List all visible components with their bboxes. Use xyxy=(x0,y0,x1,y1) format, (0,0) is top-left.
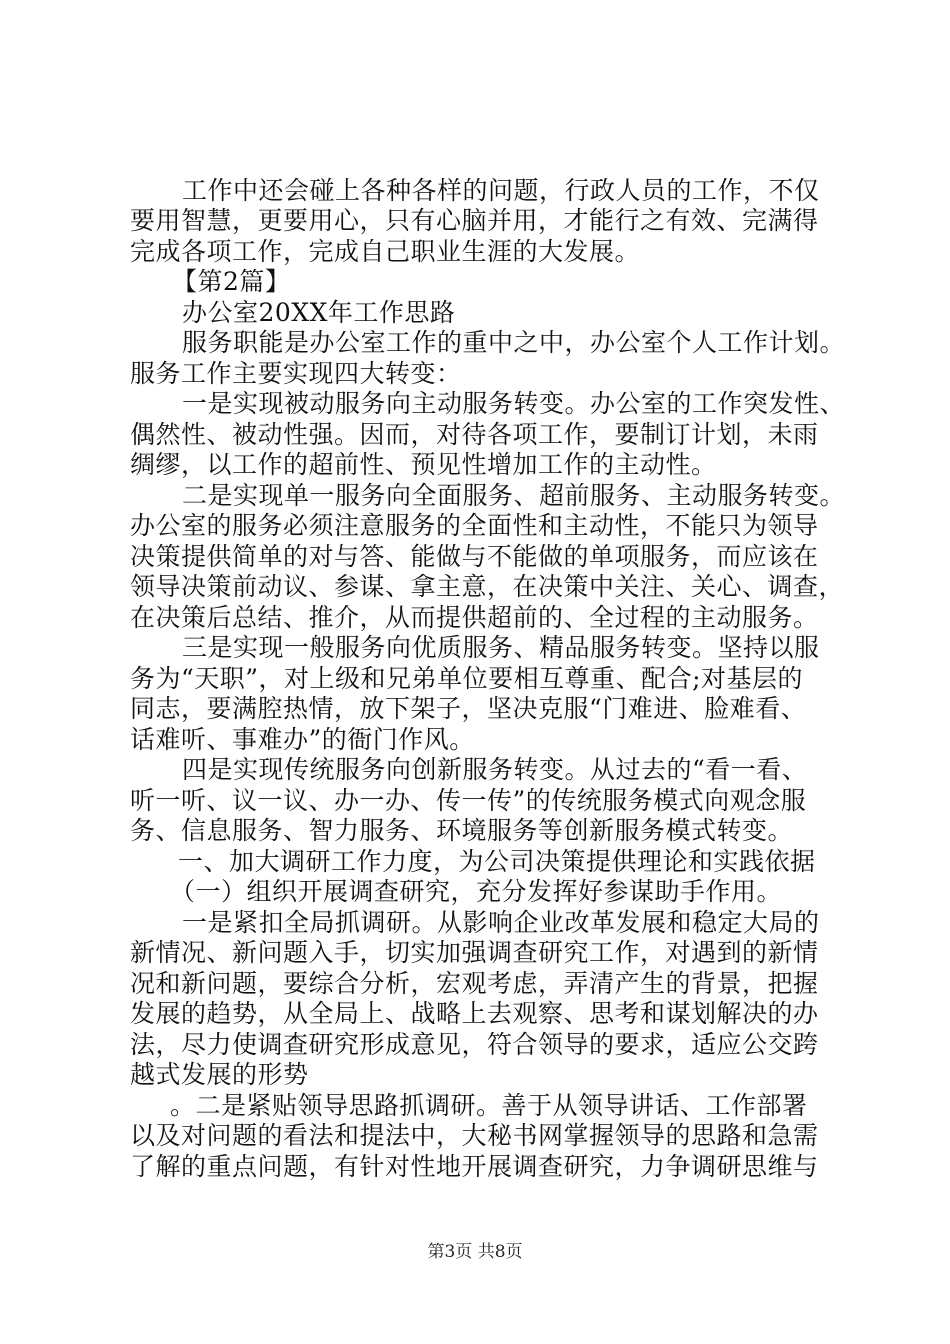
section-title: 办公室20XX年工作思路 xyxy=(182,298,456,327)
subheading: （一）组织开展调查研究，充分发挥好参谋助手作用。 xyxy=(170,877,783,906)
text-line: 一是实现被动服务向主动服务转变。办公室的工作突发性、 xyxy=(182,389,846,418)
text-line: 绸缪，以工作的超前性、预见性增加工作的主动性。 xyxy=(130,450,717,479)
text-line: 以及对问题的看法和提法中，大秘书网掌握领导的思路和急需 xyxy=(130,1121,819,1150)
text-line: 服务职能是办公室工作的重中之中，办公室个人工作计划。 xyxy=(182,328,846,357)
subheading: 一、加大调研工作力度，为公司决策提供理论和实践依据 xyxy=(178,847,816,876)
section-heading: 【第2篇】 xyxy=(172,267,291,296)
text-line: 越式发展的形势 xyxy=(130,1060,309,1089)
text-line: 新情况、新问题入手，切实加强调查研究工作，对遇到的新情 xyxy=(130,938,819,967)
text-line: 务为“天职”，对上级和兄弟单位要相互尊重、配合;对基层的 xyxy=(130,664,803,693)
text-line: 要用智慧，更要用心，只有心脑并用，才能行之有效、完满得 xyxy=(130,206,819,235)
text-line: 听一听、议一议、办一办、传一传”的传统服务模式向观念服 xyxy=(130,786,807,815)
text-line: 三是实现一般服务向优质服务、精品服务转变。坚持以服 xyxy=(182,633,820,662)
text-line: 务、信息服务、智力服务、环境服务等创新服务模式转变。 xyxy=(130,816,794,845)
text-line: 办公室的服务必须注意服务的全面性和主动性，不能只为领导 xyxy=(130,511,819,540)
text-line: 决策提供简单的对与答、能做与不能做的单项服务，而应该在 xyxy=(130,542,819,571)
page-footer: 第3页 共8页 xyxy=(427,1242,523,1262)
text-line: 法，尽力使调查研究形成意见，符合领导的要求，适应公交跨 xyxy=(130,1030,819,1059)
text-line: 发展的趋势，从全局上、战略上去观察、思考和谋划解决的办 xyxy=(130,999,819,1028)
text-line: 服务工作主要实现四大转变： xyxy=(130,359,462,388)
text-line: 同志，要满腔热情，放下架子，坚决克服“门难进、脸难看、 xyxy=(130,694,807,723)
text-line: 况和新问题，要综合分析，宏观考虑，弄清产生的背景，把握 xyxy=(130,969,819,998)
text-line: 话难听、事难办”的衙门作风。 xyxy=(130,725,475,754)
text-line: 二是实现单一服务向全面服务、超前服务、主动服务转变。 xyxy=(182,481,846,510)
text-line: 完成各项工作，完成自己职业生涯的大发展。 xyxy=(130,237,641,266)
text-line: 四是实现传统服务向创新服务转变。从过去的“看一看、 xyxy=(182,755,808,784)
text-line: 在决策后总结、推介，从而提供超前的、全过程的主动服务。 xyxy=(130,603,819,632)
text-line: 了解的重点问题，有针对性地开展调查研究，力争调研思维与 xyxy=(130,1152,819,1181)
text-line: 。二是紧贴领导思路抓调研。善于从领导讲话、工作部署 xyxy=(170,1091,808,1120)
text-line: 偶然性、被动性强。因而，对待各项工作，要制订计划，未雨 xyxy=(130,420,819,449)
text-line: 领导决策前动议、参谋、拿主意，在决策中关注、关心、调查， xyxy=(130,572,845,601)
text-line: 工作中还会碰上各种各样的问题，行政人员的工作，不仅 xyxy=(182,176,820,205)
text-line: 一是紧扣全局抓调研。从影响企业改革发展和稳定大局的 xyxy=(182,908,820,937)
